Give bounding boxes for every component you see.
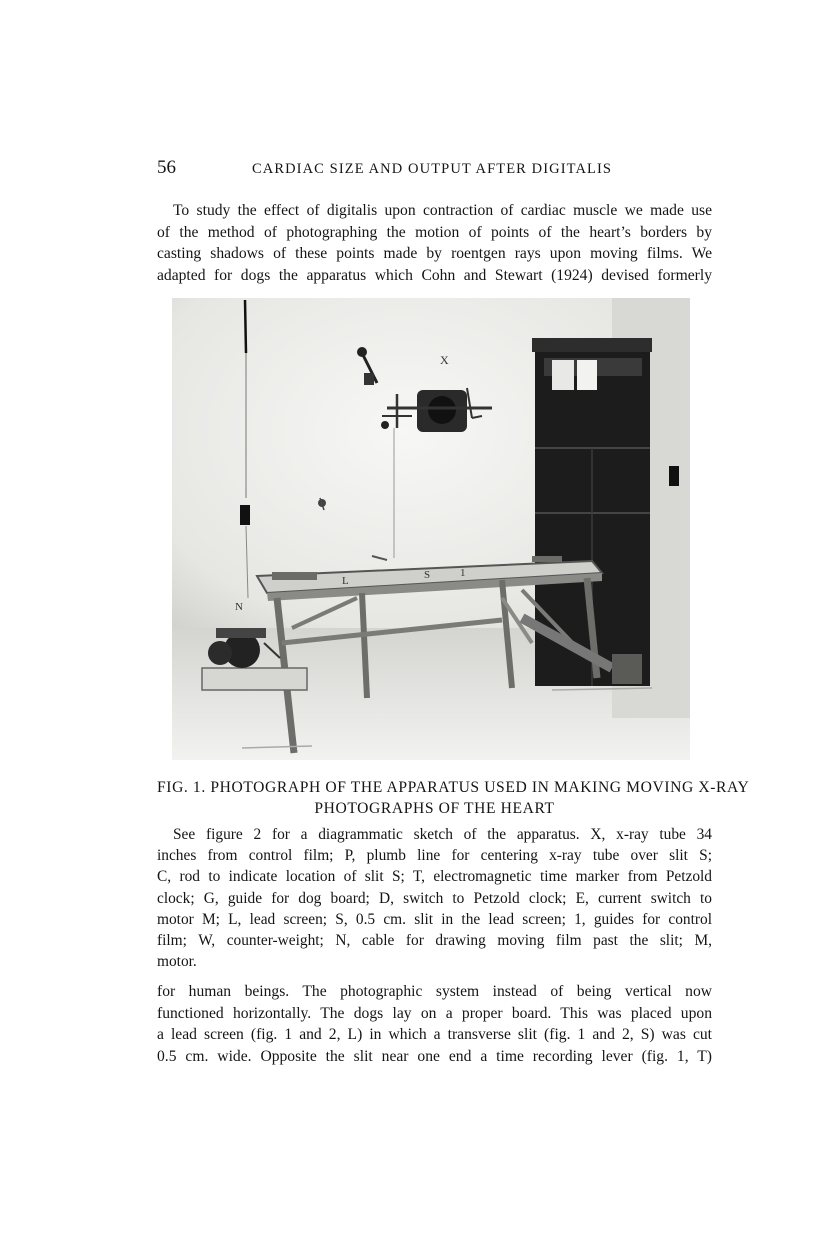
legend-line: See figure 2 for a diagrammatic sketch of the apparatus. X, x-ray tube 34 (173, 826, 712, 843)
paragraph-intro (157, 200, 712, 286)
figure-legend (157, 824, 712, 972)
photo-label-n: N (235, 601, 243, 613)
legend-line: clock; G, guide for dog board; D, switch to Petzold clock; E, current switch to (157, 889, 712, 907)
paragraph-line: To study the effect of digitalis upon contraction of cardiac muscle we made use (173, 202, 712, 219)
running-title: CARDIAC SIZE AND OUTPUT AFTER DIGITALIS (252, 161, 613, 177)
paragraph-line: adapted for dogs the apparatus which Cohn and Stewart (1924) devised formerly (157, 266, 712, 284)
caption-line: FIG. 1. PHOTOGRAPH OF THE APPARATUS USED IN MAKING MOVING X-RAY (157, 779, 750, 796)
legend-line: motor M; L, lead screen; S, 0.5 cm. slit in the lead screen; 1, guides for control (157, 910, 712, 928)
paragraph-continuation (157, 981, 712, 1067)
apparatus-photograph (172, 298, 690, 760)
photo-label-l: L (342, 575, 349, 587)
caption-line: PHOTOGRAPHS OF THE HEART (314, 800, 555, 817)
paragraph-line: a lead screen (fig. 1 and 2, L) in which a transverse slit (fig. 1 and 2, S) was cut (157, 1026, 712, 1043)
photo-label-s: S (424, 569, 431, 581)
figure-caption (157, 777, 750, 819)
paragraph-line: casting shadows of these points made by roentgen rays upon moving films. We (157, 245, 712, 262)
paragraph-line: 0.5 cm. wide. Opposite the slit near one end a time recording lever (fig. 1, T) (157, 1047, 712, 1065)
legend-line: C, rod to indicate location of slit S; T, electromagnetic time marker from Petzold (157, 868, 712, 886)
photo-label-x: X (440, 353, 449, 367)
paragraph-line: for human beings. The photographic system instead of being vertical now (157, 983, 712, 1000)
legend-line: inches from control film; P, plumb line for centering x-ray tube over slit S; (157, 847, 712, 865)
apparatus-photo-illustration (172, 298, 690, 760)
running-head (157, 157, 657, 181)
legend-line: motor. (157, 953, 197, 971)
legend-line: film; W, counter-weight; N, cable for drawing moving film past the slit; M, (157, 932, 712, 950)
paragraph-line: of the method of photographing the motion of points of the heart’s borders by (157, 223, 712, 241)
page-number: 56 (157, 157, 176, 178)
photo-label-one: 1 (460, 567, 466, 579)
paragraph-line: functioned horizontally. The dogs lay on a proper board. This was placed upon (157, 1004, 712, 1022)
